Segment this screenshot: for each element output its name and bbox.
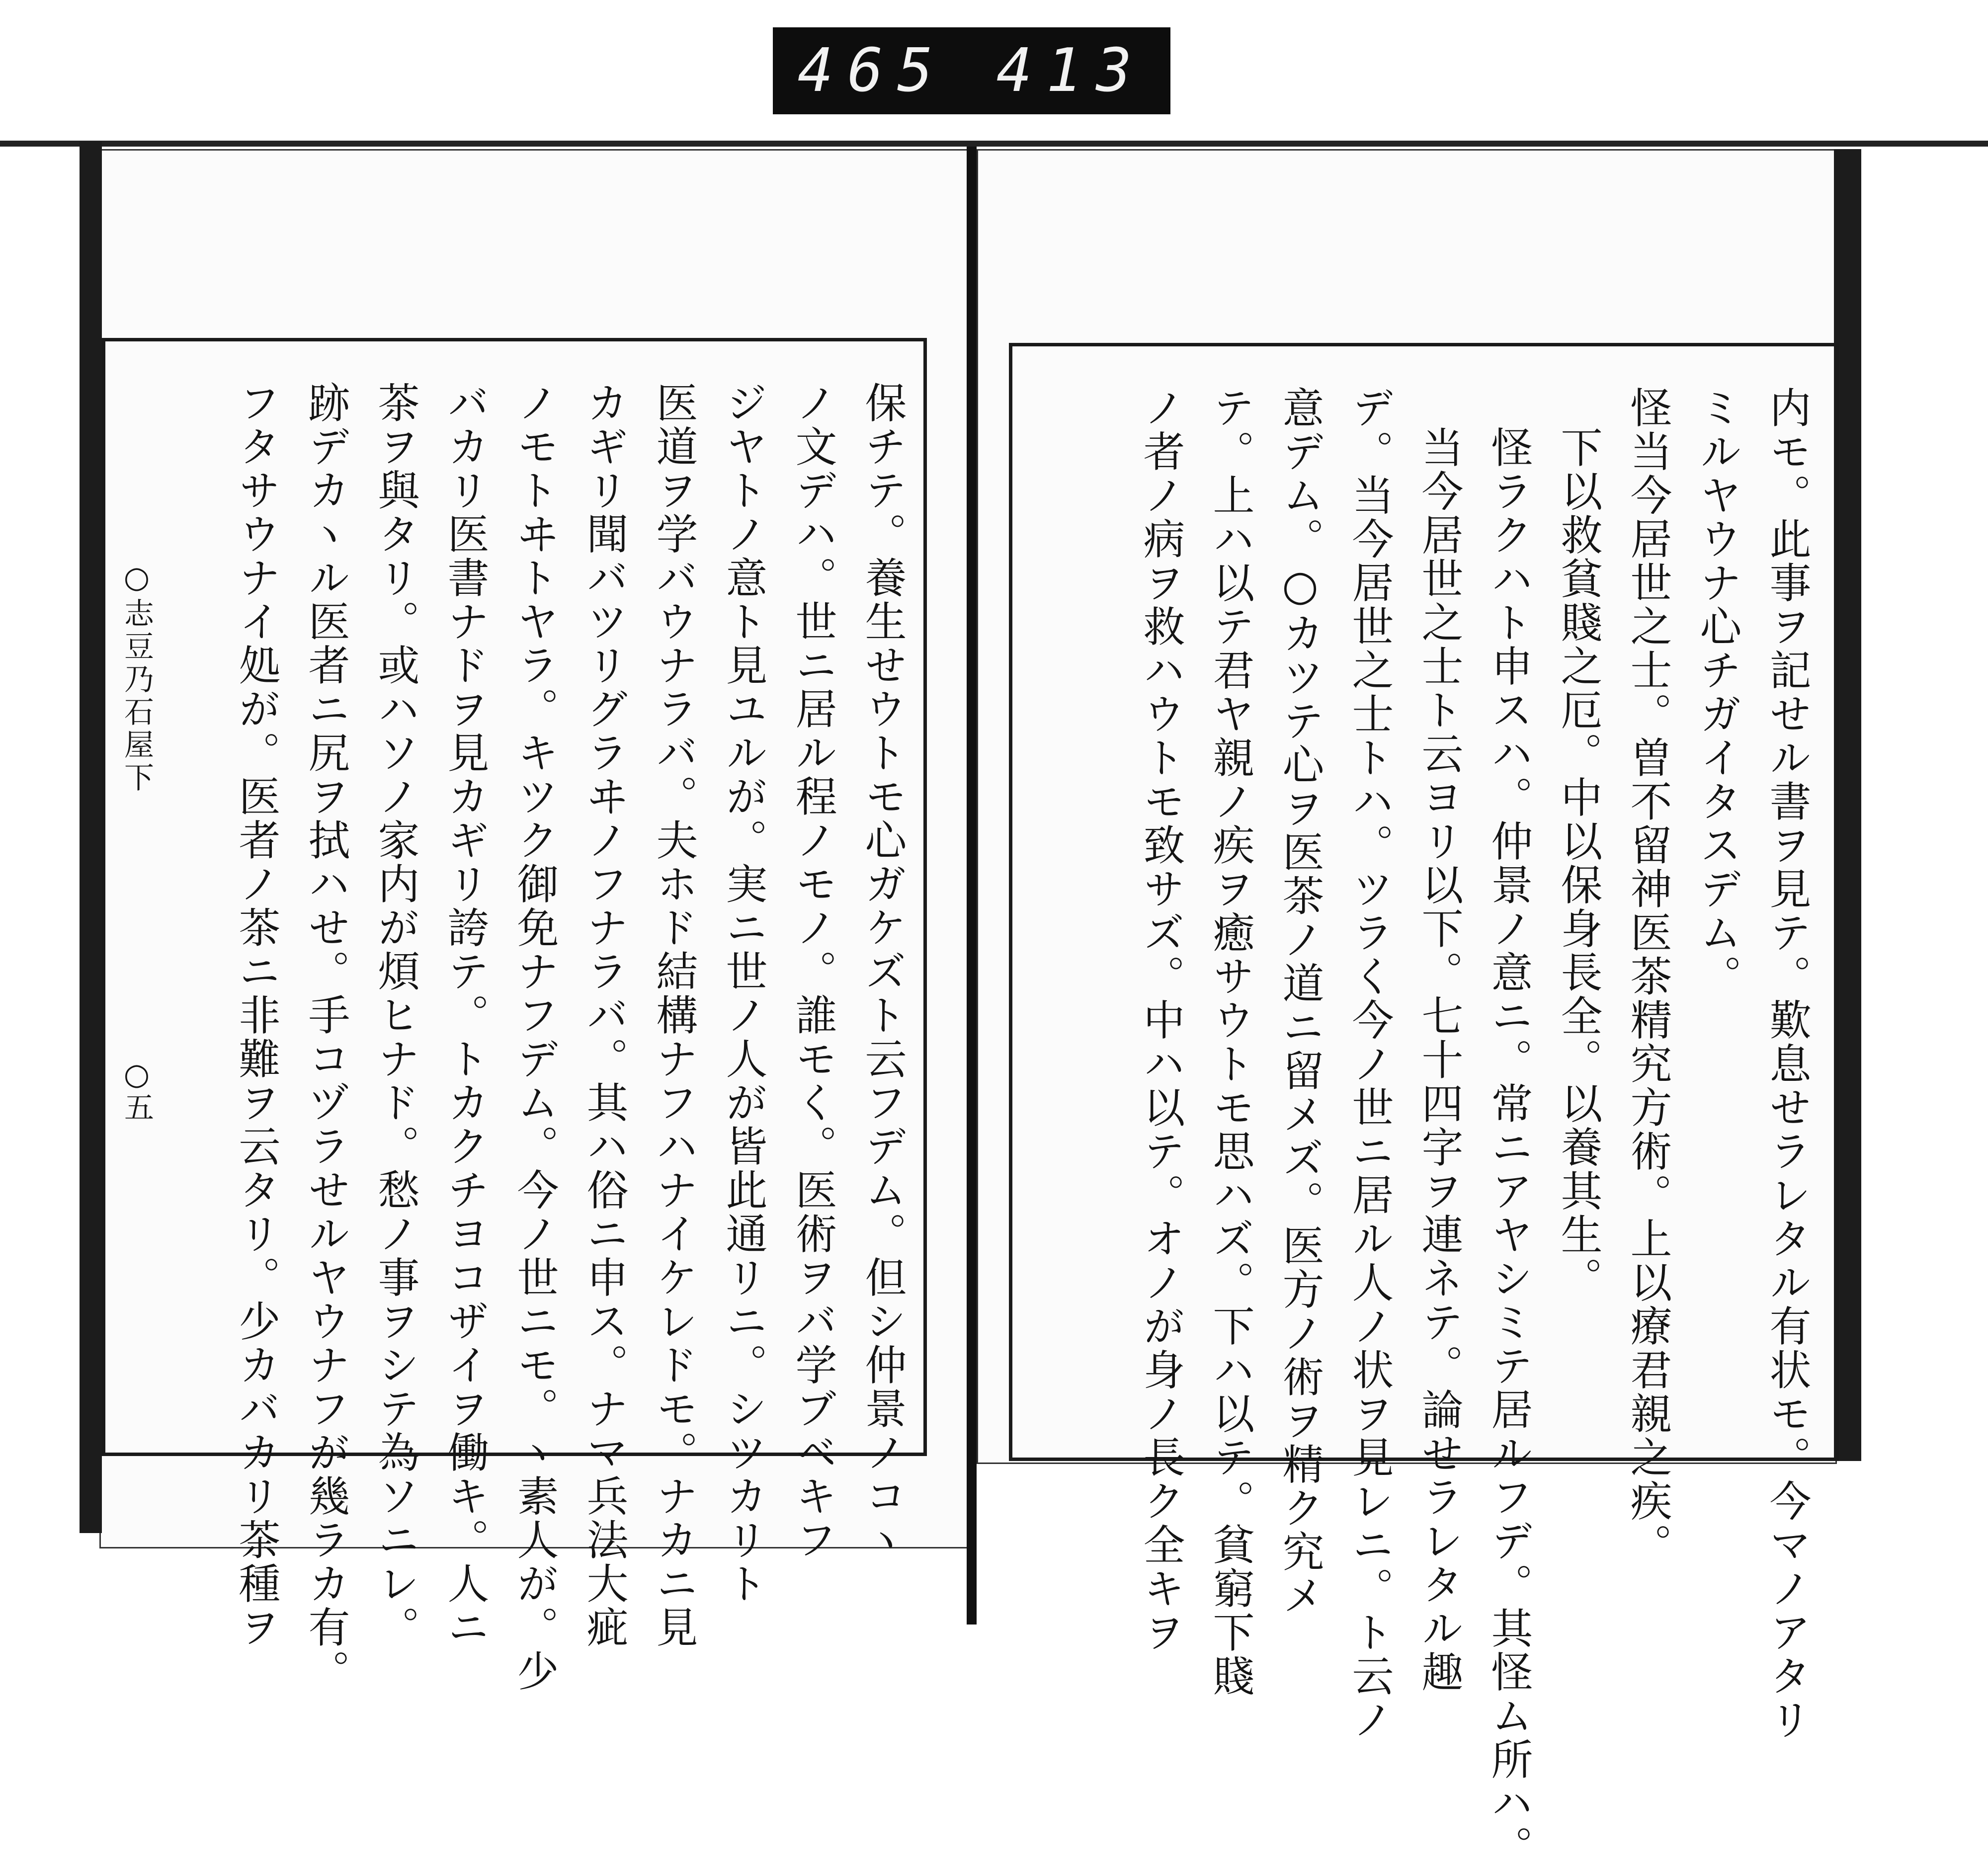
right-column-3: 怪当今居世之士。曽不留神医茶精究方術。上以療君親之疾。: [1624, 386, 1672, 1567]
page-number: ○五: [119, 1057, 154, 1122]
left-column-3: ジヤトノ意ト見ユルが。実ニ世ノ人が皆此通リニ。シツカリト: [719, 381, 768, 1606]
right-column-5: 怪ラクハト申スハ。仲景ノ意ニ。常ニアヤシミテ居ルフデ。其怪ム所ハ。: [1485, 426, 1533, 1869]
right-column-8: 意デム。○カツテ心ヲ医茶ノ道ニ留メズ。医方ノ術ヲ精ク究メ: [1276, 386, 1325, 1618]
left-text-frame: [102, 338, 927, 1693]
right-column-10: ノ者ノ病ヲ救ハウトモ致サズ。中ハ以テ。オノが身ノ長ク全キヲ: [1137, 386, 1185, 1654]
right-column-4: 下以救貧賤之厄。中以保身長全。以養其生。: [1554, 426, 1603, 1300]
right-column-6: 当今居世之士ト云ヨリ以下。七十四字ヲ連ネテ。論せラレタル趣: [1415, 426, 1464, 1694]
frame-number: 465: [797, 36, 947, 105]
margin-title: ○志豆乃石屋下: [119, 560, 154, 795]
left-column-10: フタサウナイ処が。医者ノ茶ニ非難ヲ云タリ。少カバカリ茶種ヲ: [232, 381, 281, 1649]
left-column-1: 保チテ。養生せウトモ心ガケズト云フデム。但シ仲景ノコヽ: [858, 381, 907, 1562]
left-column-9: 跡デカヽル医者ニ尻ヲ拭ハせ。手コヅラせルヤウナフが幾ラカ有。: [302, 381, 350, 1693]
left-column-8: 茶ヲ與タリ。或ハソノ家内が煩ヒナド。愁ノ事ヲシテ為ソニレ。: [371, 381, 420, 1649]
left-column-5: カギリ聞バツリグラヰノフナラバ。其ハ俗ニ申ス。ナマ兵法大疵: [580, 381, 629, 1649]
left-column-2: ノ文デハ。世ニ居ル程ノモノ。誰モく。医術ヲバ学ブベキフ: [789, 381, 837, 1562]
right-column-9: テ。上ハ以テ君ヤ親ノ疾ヲ癒サウトモ思ハズ。下ハ以テ。貧窮下賤: [1206, 386, 1255, 1698]
left-column-7: バカリ医書ナドヲ見カギリ誇テ。トカクチヨコザイヲ働キ。人ニ: [441, 381, 490, 1649]
left-column-4: 医道ヲ学バウナラバ。夫ホド結構ナフハナイケレドモ。ナカニ見: [650, 381, 698, 1649]
right-column-2: ミルヤウナ心チガイタスデム。: [1693, 386, 1742, 998]
right-column-1: 内モ。此事ヲ記せル書ヲ見テ。歎息せラレタル有状モ。今マノアタリ: [1763, 386, 1812, 1742]
reel-page-number: 413: [996, 36, 1146, 105]
reel-number-label: [773, 27, 1170, 114]
book-spine: [967, 147, 977, 1625]
right-column-7: デ。当今居世之士トハ。ツラく今ノ世ニ居ル人ノ状ヲ見レニ。ト云ノ: [1345, 386, 1394, 1742]
book-top-edge: [0, 141, 1988, 147]
left-column-6: ノモトヰトヤラ。キツク御免ナフデム。今ノ世ニモ。ヽ素人が。少: [510, 381, 559, 1693]
right-text-frame: [1009, 343, 1839, 1869]
left-page-edge: [80, 142, 102, 1533]
